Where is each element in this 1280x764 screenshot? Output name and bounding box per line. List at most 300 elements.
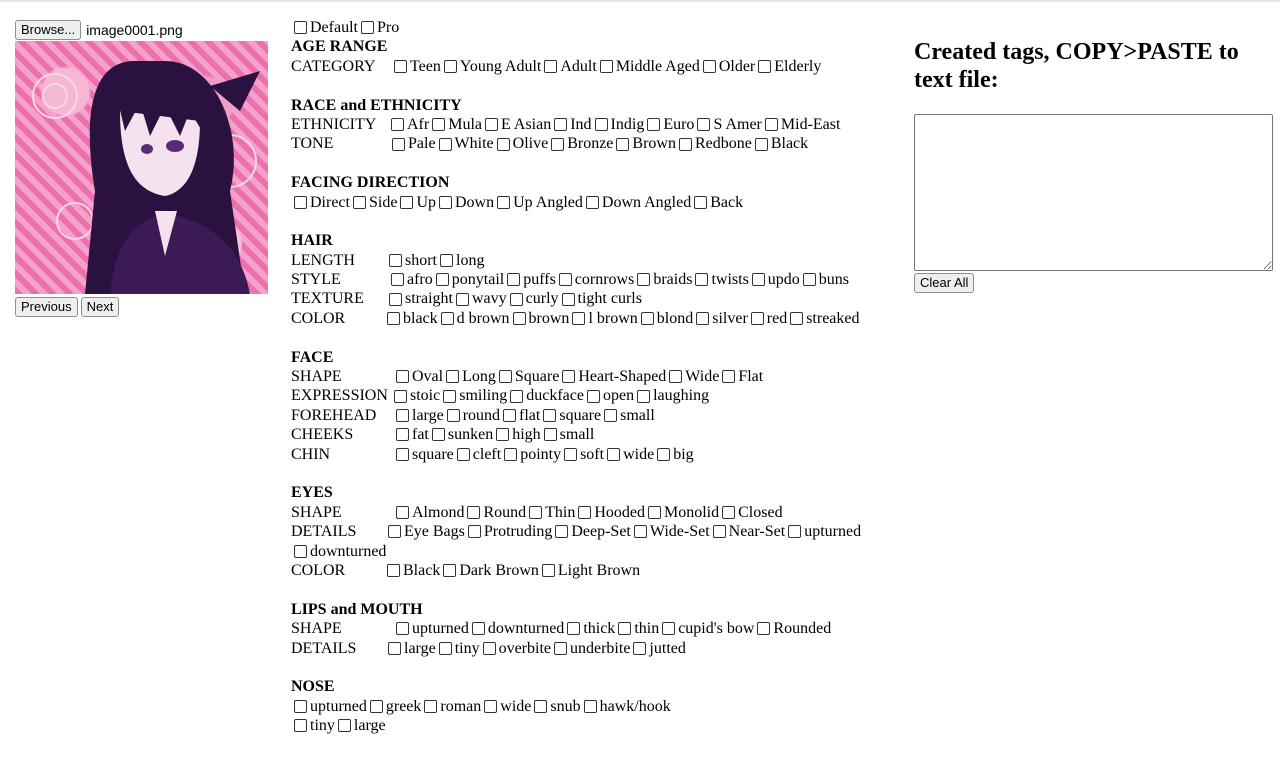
checkbox-label: curly: [525, 290, 559, 308]
row-label: EXPRESSION: [291, 387, 388, 405]
tag-option-s-amer[interactable]: [694, 115, 761, 134]
checkbox-label: fat: [412, 426, 429, 444]
checkbox[interactable]: [513, 312, 526, 325]
tags-output-textarea[interactable]: [914, 114, 1273, 271]
checkbox[interactable]: [564, 448, 577, 461]
checkbox[interactable]: [752, 273, 765, 286]
checkbox[interactable]: [695, 273, 708, 286]
tag-option-snub[interactable]: [531, 697, 580, 716]
checkbox[interactable]: [713, 525, 726, 538]
tag-option-braids[interactable]: [634, 270, 692, 289]
tag-option-white[interactable]: [436, 134, 494, 153]
tag-option-bronze[interactable]: [548, 134, 613, 153]
tag-option-silver[interactable]: [693, 309, 748, 328]
checkbox[interactable]: [722, 370, 735, 383]
tag-option-elderly[interactable]: [755, 57, 821, 76]
tag-option-rounded[interactable]: [754, 619, 831, 638]
tag-row-expression: [291, 386, 901, 405]
checkbox-label: small: [559, 426, 595, 444]
checkbox[interactable]: [790, 312, 803, 325]
tag-option-curly[interactable]: [507, 289, 559, 308]
checkbox[interactable]: [446, 370, 459, 383]
checkbox-label: Older: [718, 57, 756, 75]
checkbox[interactable]: [567, 622, 580, 635]
row-label: TONE: [291, 135, 334, 153]
tag-row-length: [291, 251, 901, 270]
image-panel: [15, 20, 275, 317]
checkbox[interactable]: [757, 622, 770, 635]
checkbox[interactable]: [607, 448, 620, 461]
checkbox[interactable]: [468, 525, 481, 538]
browse-button[interactable]: Browse...: [15, 20, 81, 40]
tag-option-older[interactable]: [700, 57, 755, 76]
tag-option-wide[interactable]: [666, 367, 719, 386]
tag-option-wide[interactable]: [604, 445, 654, 464]
checkbox[interactable]: [396, 428, 409, 441]
section-spacer: [291, 580, 901, 599]
tag-option-large[interactable]: [393, 406, 444, 425]
checkbox[interactable]: [586, 196, 599, 209]
tag-option-dark-brown[interactable]: [440, 561, 539, 580]
checkbox[interactable]: [679, 138, 692, 151]
checkbox[interactable]: [439, 196, 452, 209]
checkbox[interactable]: [559, 273, 572, 286]
checkbox[interactable]: [387, 312, 400, 325]
checkbox[interactable]: [755, 138, 768, 151]
checkbox[interactable]: [396, 622, 409, 635]
checkbox[interactable]: [294, 21, 307, 34]
checkbox-label: thick: [583, 620, 616, 638]
tag-option-mid-east[interactable]: [762, 115, 841, 134]
checkbox[interactable]: [389, 293, 402, 306]
checkbox-label: round: [462, 406, 501, 424]
mode-option-default[interactable]: [291, 18, 358, 37]
checkbox-label: downturned: [487, 620, 565, 638]
checkbox-label: Bronze: [567, 135, 614, 153]
checkbox[interactable]: [467, 506, 480, 519]
tag-option-cornrows[interactable]: [556, 270, 635, 289]
tag-option-puffs[interactable]: [504, 270, 556, 289]
tag-option-flat[interactable]: [719, 367, 763, 386]
checkbox[interactable]: [510, 390, 523, 403]
tag-option-back[interactable]: [691, 193, 743, 212]
tag-option-hawk-hook[interactable]: [581, 697, 671, 716]
tag-option-euro[interactable]: [644, 115, 694, 134]
checkbox-label: square: [559, 406, 602, 424]
checkbox[interactable]: [388, 525, 401, 538]
checkbox[interactable]: [587, 390, 600, 403]
tag-option-large[interactable]: [335, 716, 386, 735]
tag-option-square[interactable]: [393, 445, 454, 464]
checkbox-label: flat: [519, 406, 541, 424]
tag-option-long[interactable]: [443, 367, 496, 386]
tag-option-d-brown[interactable]: [438, 309, 510, 328]
tag-option-straight[interactable]: [386, 289, 453, 308]
checkbox[interactable]: [788, 525, 801, 538]
tag-option-sunken[interactable]: [429, 425, 493, 444]
section-title-face: FACE: [291, 348, 334, 366]
checkbox-label: Wide: [685, 368, 720, 386]
tag-option-ponytail[interactable]: [433, 270, 504, 289]
checkbox[interactable]: [694, 196, 707, 209]
tag-row-texture: [291, 289, 901, 308]
checkbox[interactable]: [396, 506, 409, 519]
checkbox[interactable]: [396, 370, 409, 383]
checkbox[interactable]: [507, 273, 520, 286]
tag-option-square[interactable]: [540, 406, 601, 425]
checkbox[interactable]: [394, 390, 407, 403]
tag-option-underbite[interactable]: [551, 639, 630, 658]
tag-option-young-adult[interactable]: [441, 57, 542, 76]
output-panel: [914, 38, 1274, 293]
checkbox[interactable]: [485, 118, 498, 131]
checkbox[interactable]: [396, 448, 409, 461]
tag-option-afr[interactable]: [388, 115, 429, 134]
checkbox[interactable]: [637, 273, 650, 286]
checkbox-label: Thin: [545, 503, 576, 521]
tag-option-small[interactable]: [601, 406, 655, 425]
checkbox[interactable]: [472, 622, 485, 635]
checkbox-label: Elderly: [774, 57, 822, 75]
checkbox[interactable]: [440, 254, 453, 267]
checkbox[interactable]: [703, 60, 716, 73]
checkbox[interactable]: [604, 409, 617, 422]
tag-option-tiny[interactable]: [291, 716, 335, 735]
tag-option-square[interactable]: [496, 367, 559, 386]
tag-row-details: [291, 522, 901, 541]
tag-option-side[interactable]: [350, 193, 397, 212]
tag-option-round[interactable]: [464, 503, 526, 522]
tag-option-stoic[interactable]: [391, 386, 440, 405]
checkbox-label: buns: [818, 271, 850, 289]
checkbox-label: Mid-East: [780, 115, 841, 133]
tag-option-wide-set[interactable]: [631, 522, 710, 541]
tag-option-almond[interactable]: [393, 503, 464, 522]
checkbox[interactable]: [641, 312, 654, 325]
checkbox-label: open: [602, 387, 635, 405]
tag-option-pointy[interactable]: [501, 445, 561, 464]
row-label: COLOR: [291, 309, 346, 327]
checkbox[interactable]: [647, 118, 660, 131]
tag-row-color: [291, 309, 901, 328]
checkbox[interactable]: [669, 370, 682, 383]
checkbox[interactable]: [424, 700, 437, 713]
row-label: SHAPE: [291, 620, 342, 638]
tag-option-brown[interactable]: [613, 134, 676, 153]
tag-option-eye-bags[interactable]: [385, 522, 465, 541]
tag-row-ethnicity: [291, 115, 901, 134]
row-label: CHEEKS: [291, 426, 354, 444]
checkbox-label: puffs: [523, 271, 556, 289]
checkbox[interactable]: [432, 118, 445, 131]
checkbox[interactable]: [432, 428, 445, 441]
tag-option-wavy[interactable]: [453, 289, 507, 308]
checkbox-label: Teen: [410, 57, 441, 75]
tag-option-roman[interactable]: [421, 697, 481, 716]
tag-option-red[interactable]: [748, 309, 787, 328]
tag-option-cleft[interactable]: [454, 445, 501, 464]
section-spacer: [291, 328, 901, 347]
checkbox[interactable]: [370, 700, 383, 713]
tag-option-cupid-s-bow[interactable]: [659, 619, 754, 638]
checkbox[interactable]: [534, 700, 547, 713]
checkbox[interactable]: [542, 564, 555, 577]
checkbox[interactable]: [637, 390, 650, 403]
tag-option-brown[interactable]: [510, 309, 570, 328]
checkbox[interactable]: [353, 196, 366, 209]
row-label: DETAILS: [291, 639, 357, 657]
tag-option-thin[interactable]: [526, 503, 575, 522]
checkbox-label: Side: [368, 193, 398, 211]
checkbox[interactable]: [447, 409, 460, 422]
tag-option-deep-set[interactable]: [552, 522, 631, 541]
checkbox-label: tiny: [454, 639, 480, 657]
checkbox[interactable]: [722, 506, 735, 519]
checkbox[interactable]: [551, 138, 564, 151]
row-label: CHIN: [291, 445, 331, 463]
checkbox[interactable]: [496, 428, 509, 441]
tag-option-large[interactable]: [385, 639, 436, 658]
checkbox[interactable]: [387, 564, 400, 577]
checkbox-label: upturned: [412, 620, 469, 638]
checkbox[interactable]: [338, 719, 351, 732]
tag-option-black[interactable]: [384, 309, 438, 328]
tag-option-hooded[interactable]: [575, 503, 645, 522]
tag-option-downturned[interactable]: [291, 542, 386, 561]
tag-option-pale[interactable]: [389, 134, 436, 153]
tag-option-tiny[interactable]: [436, 639, 480, 658]
checkbox-label: Pro: [376, 19, 400, 36]
checkbox-label: stoic: [410, 387, 441, 405]
tag-option-monolid[interactable]: [645, 503, 719, 522]
checkbox[interactable]: [751, 312, 764, 325]
tag-row-details: [291, 639, 901, 658]
tag-option-blond[interactable]: [638, 309, 693, 328]
mode-option-pro[interactable]: [358, 18, 399, 37]
tag-option-light-brown[interactable]: [539, 561, 640, 580]
checkbox[interactable]: [441, 312, 454, 325]
tag-option-upturned[interactable]: [291, 697, 367, 716]
tag-option-round[interactable]: [444, 406, 500, 425]
tag-option-upturned[interactable]: [393, 619, 469, 638]
checkbox-label: cleft: [472, 445, 502, 463]
checkbox[interactable]: [503, 409, 516, 422]
checkbox[interactable]: [391, 118, 404, 131]
checkbox[interactable]: [584, 700, 597, 713]
checkbox-label: downturned: [310, 542, 387, 560]
tag-option-ind[interactable]: [551, 115, 591, 134]
checkbox[interactable]: [400, 196, 413, 209]
tag-option-direct[interactable]: [291, 193, 350, 212]
checkbox[interactable]: [572, 312, 585, 325]
checkbox[interactable]: [765, 118, 778, 131]
checkbox[interactable]: [544, 60, 557, 73]
checkbox[interactable]: [457, 448, 470, 461]
checkbox[interactable]: [662, 622, 675, 635]
checkbox-label: overbite: [498, 639, 551, 657]
tag-option-soft[interactable]: [561, 445, 604, 464]
tag-option-downturned[interactable]: [469, 619, 564, 638]
checkbox[interactable]: [294, 700, 307, 713]
checkbox[interactable]: [294, 545, 307, 558]
section-title-nose: NOSE: [291, 678, 335, 696]
checkbox[interactable]: [543, 409, 556, 422]
tag-option-smiling[interactable]: [440, 386, 507, 405]
checkbox[interactable]: [294, 196, 307, 209]
tag-row-cheeks: [291, 425, 901, 444]
checkbox[interactable]: [634, 525, 647, 538]
checkbox[interactable]: [361, 21, 374, 34]
next-button[interactable]: Next: [81, 297, 120, 317]
mode-row: [291, 18, 901, 37]
checkbox[interactable]: [436, 273, 449, 286]
tag-option-laughing[interactable]: [634, 386, 709, 405]
tag-option-thin[interactable]: [615, 619, 659, 638]
tag-option-flat[interactable]: [500, 406, 540, 425]
tag-option-adult[interactable]: [541, 57, 596, 76]
checkbox[interactable]: [443, 390, 456, 403]
checkbox-label: Black: [770, 135, 809, 153]
checkbox[interactable]: [697, 118, 710, 131]
checkbox[interactable]: [555, 525, 568, 538]
checkbox[interactable]: [499, 370, 512, 383]
tag-option-indig[interactable]: [592, 115, 645, 134]
checkbox[interactable]: [456, 293, 469, 306]
tag-option-oval[interactable]: [393, 367, 443, 386]
checkbox[interactable]: [396, 409, 409, 422]
checkbox-label: brown: [528, 309, 570, 327]
tag-option-mula[interactable]: [429, 115, 482, 134]
tag-option-twists[interactable]: [692, 270, 748, 289]
checkbox[interactable]: [758, 60, 771, 73]
checkbox[interactable]: [389, 254, 402, 267]
tag-row-shape: [291, 503, 901, 522]
tag-option-black[interactable]: [384, 561, 440, 580]
tag-option-open[interactable]: [584, 386, 634, 405]
checkbox[interactable]: [618, 622, 631, 635]
tag-option-overbite[interactable]: [480, 639, 551, 658]
tag-option-up-angled[interactable]: [494, 193, 583, 212]
anime-portrait-illustration: [15, 41, 268, 294]
checkbox[interactable]: [578, 506, 591, 519]
file-picker: [15, 20, 275, 40]
row-label: FOREHEAD: [291, 406, 377, 424]
tag-option-down-angled[interactable]: [583, 193, 691, 212]
tag-option-olive[interactable]: [494, 134, 549, 153]
checkbox[interactable]: [616, 138, 629, 151]
checkbox[interactable]: [439, 138, 452, 151]
checkbox[interactable]: [444, 60, 457, 73]
tag-option-streaked[interactable]: [787, 309, 859, 328]
checkbox[interactable]: [504, 448, 517, 461]
checkbox-label: Oval: [412, 368, 444, 386]
tag-option-black[interactable]: [752, 134, 808, 153]
checkbox-label: blond: [656, 309, 694, 327]
checkbox-label: Ind: [570, 115, 592, 133]
section-spacer: [291, 212, 901, 231]
tag-option-closed[interactable]: [719, 503, 782, 522]
tag-option-teen[interactable]: [391, 57, 441, 76]
tag-option-updo[interactable]: [749, 270, 800, 289]
checkbox[interactable]: [595, 118, 608, 131]
tag-option-upturned[interactable]: [785, 522, 861, 541]
tag-option-near-set[interactable]: [710, 522, 786, 541]
checkbox[interactable]: [562, 370, 575, 383]
tag-option-thick[interactable]: [564, 619, 615, 638]
tag-option-e-asian[interactable]: [482, 115, 551, 134]
checkbox[interactable]: [510, 293, 523, 306]
checkbox-label: wide: [500, 697, 532, 715]
tag-option-high[interactable]: [493, 425, 540, 444]
checkbox[interactable]: [562, 293, 575, 306]
checkbox-label: big: [673, 445, 694, 463]
checkbox-label: short: [405, 251, 437, 269]
tag-option-long[interactable]: [437, 251, 484, 270]
tag-option-big[interactable]: [654, 445, 693, 464]
tag-option-heart-shaped[interactable]: [559, 367, 666, 386]
checkbox[interactable]: [484, 700, 497, 713]
section-title-race-and-ethnicity: RACE and ETHNICITY: [291, 96, 462, 114]
checkbox[interactable]: [483, 642, 496, 655]
tag-option-tight-curls[interactable]: [559, 289, 642, 308]
checkbox[interactable]: [696, 312, 709, 325]
tag-option-wide[interactable]: [481, 697, 531, 716]
checkbox-label: large: [412, 406, 444, 424]
tag-option-jutted[interactable]: [630, 639, 685, 658]
tag-option-down[interactable]: [436, 193, 494, 212]
checkbox-label: red: [766, 309, 788, 327]
tag-option-small[interactable]: [541, 425, 595, 444]
checkbox[interactable]: [657, 448, 670, 461]
checkbox-label: silver: [712, 309, 748, 327]
clear-all-button[interactable]: Clear All: [914, 273, 974, 293]
checkbox[interactable]: [648, 506, 661, 519]
previous-button[interactable]: Previous: [15, 297, 78, 317]
tag-option-duckface[interactable]: [507, 386, 584, 405]
checkbox[interactable]: [529, 506, 542, 519]
tag-option-afro[interactable]: [388, 270, 433, 289]
checkbox[interactable]: [443, 564, 456, 577]
tag-option-fat[interactable]: [393, 425, 429, 444]
checkbox[interactable]: [497, 196, 510, 209]
tag-option-redbone[interactable]: [676, 134, 752, 153]
tag-option-short[interactable]: [386, 251, 437, 270]
tag-option-greek[interactable]: [367, 697, 422, 716]
tag-option-up[interactable]: [397, 193, 436, 212]
checkbox-label: underbite: [570, 639, 631, 657]
checkbox[interactable]: [388, 642, 401, 655]
checkbox[interactable]: [633, 642, 646, 655]
checkbox[interactable]: [600, 60, 613, 73]
tag-option-middle-aged[interactable]: [597, 57, 700, 76]
checkbox[interactable]: [439, 642, 452, 655]
top-border: [0, 0, 1280, 2]
row-label: LENGTH: [291, 251, 355, 269]
checkbox[interactable]: [391, 273, 404, 286]
tag-option-buns[interactable]: [800, 270, 849, 289]
tag-option-l-brown[interactable]: [569, 309, 637, 328]
checkbox[interactable]: [392, 138, 405, 151]
checkbox[interactable]: [554, 118, 567, 131]
tag-option-protruding[interactable]: [465, 522, 552, 541]
checkbox[interactable]: [554, 642, 567, 655]
checkbox[interactable]: [294, 719, 307, 732]
checkbox[interactable]: [497, 138, 510, 151]
checkbox[interactable]: [803, 273, 816, 286]
checkbox[interactable]: [544, 428, 557, 441]
row-label: ETHNICITY: [291, 115, 377, 133]
checkbox[interactable]: [394, 60, 407, 73]
